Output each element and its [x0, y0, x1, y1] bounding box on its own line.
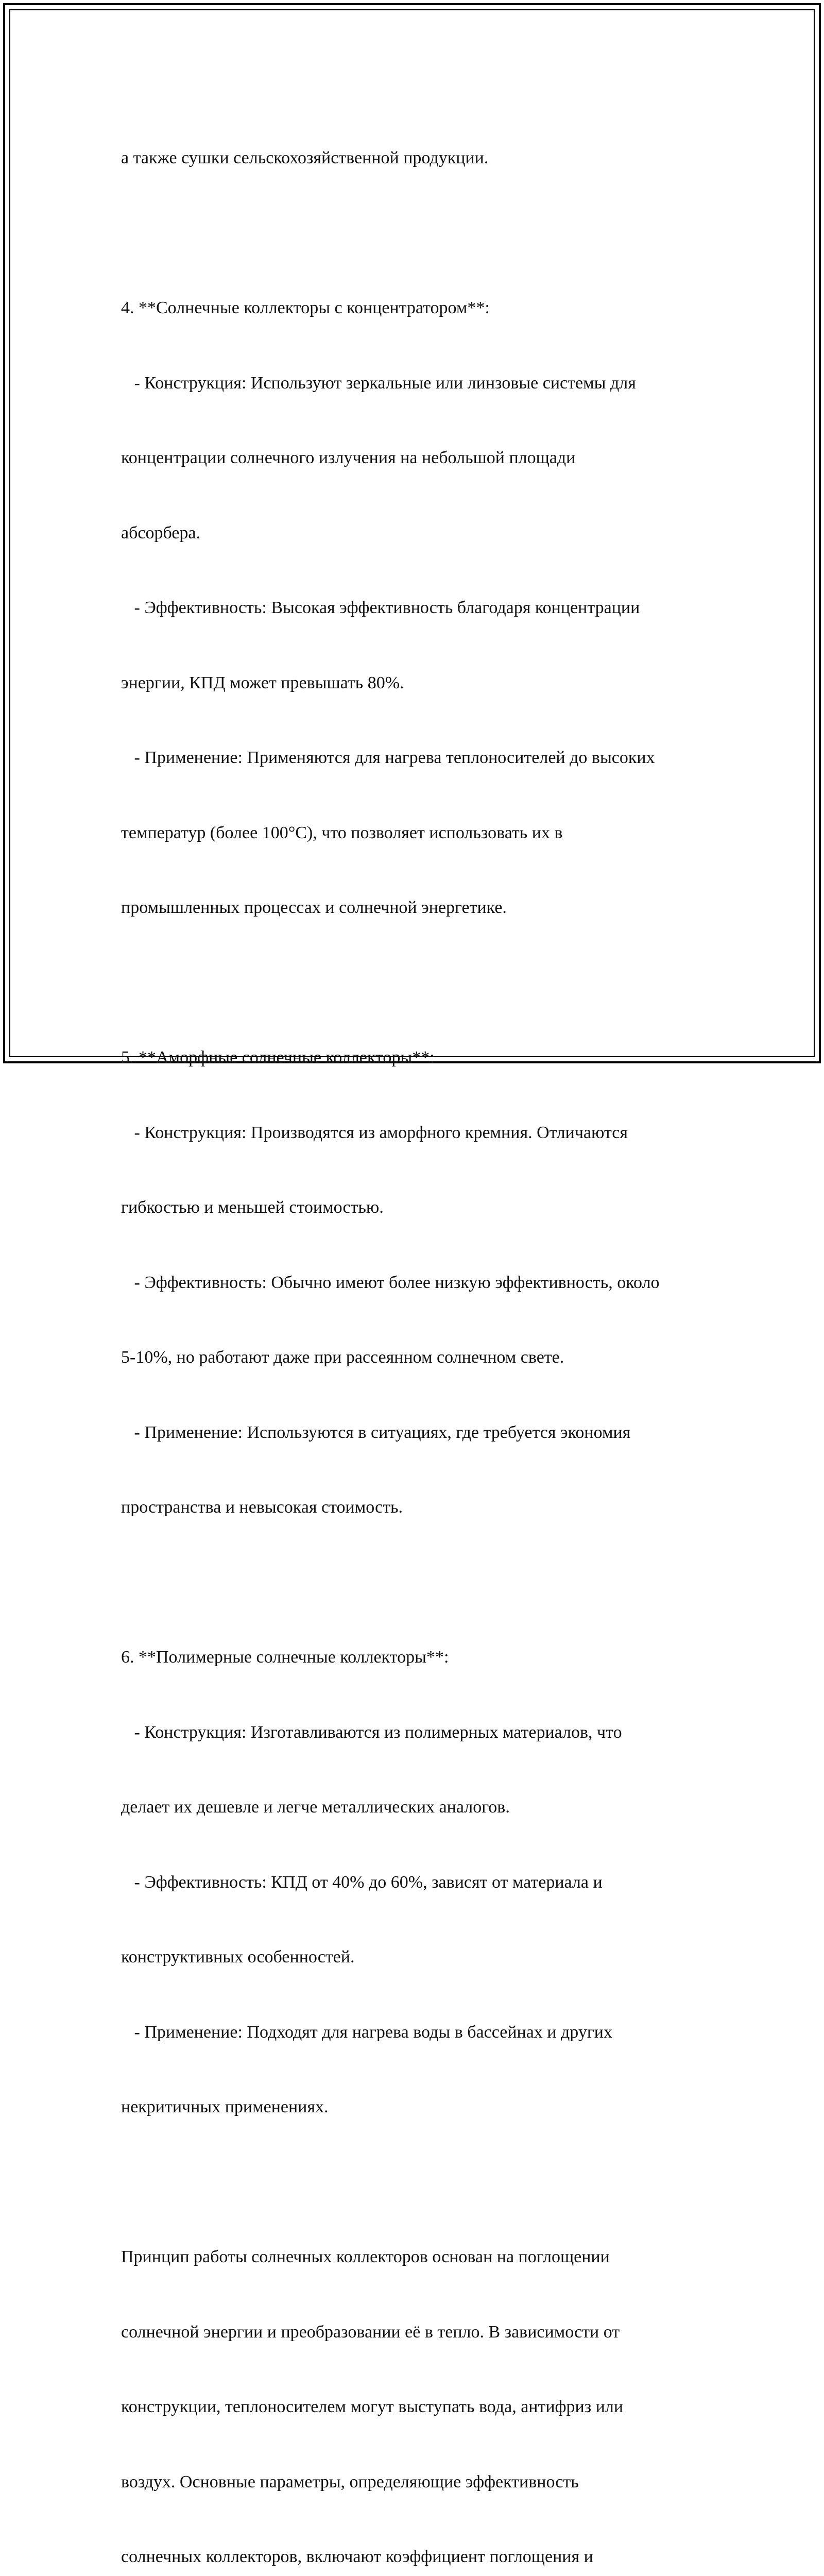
text-line: - Применение: Используются в ситуациях, где требуется экономия: [121, 1422, 631, 1442]
text-line: а также сушки сельскохозяйственной продукции.: [121, 148, 489, 167]
document-body: [121, 96, 718, 2576]
text-line: энергии, КПД может превышать 80%.: [121, 673, 404, 692]
text-line: конструктивных особенностей.: [121, 1947, 355, 1967]
text-line: абсорбера.: [121, 523, 201, 543]
text-line: пространства и невысокая стоимость.: [121, 1498, 403, 1517]
text-line: - Конструкция: Используют зеркальные или линзовые системы для: [121, 373, 636, 393]
section-heading-4: 4. **Солнечные коллекторы с концентратором**:: [121, 298, 490, 317]
paragraph-line: Принцип работы солнечных коллекторов основан на поглощении: [121, 2247, 610, 2266]
paragraph-line: конструкции, теплоносителем могут выступать вода, антифриз или: [121, 2397, 624, 2416]
text-line: некритичных применениях.: [121, 2097, 329, 2116]
text-line: - Эффективность: Обычно имеют более низкую эффективность, около: [121, 1273, 660, 1292]
text-line: - Эффективность: Высокая эффективность благодаря концентрации: [121, 598, 640, 617]
blank-line: [121, 1570, 718, 1596]
text-line: - Эффективность: КПД от 40% до 60%, зависят от материала и: [121, 1872, 603, 1892]
text-line: гибкостью и меньшей стоимостью.: [121, 1198, 384, 1217]
text-line: - Применение: Применяются для нагрева теплоносителей до высоких: [121, 748, 655, 767]
section-heading-6: 6. **Полимерные солнечные коллекторы**:: [121, 1648, 449, 1667]
text-line: промышленных процессах и солнечной энергетике.: [121, 898, 507, 917]
paragraph-line: солнечных коллекторов, включают коэффициент поглощения и: [121, 2547, 593, 2566]
text-line: концентрации солнечного излучения на небольшой площади: [121, 448, 576, 467]
text-line: - Конструкция: Изготавливаются из полимерных материалов, что: [121, 1722, 622, 1742]
blank-line: [121, 2170, 718, 2195]
text-line: температур (более 100°C), что позволяет использовать их в: [121, 823, 563, 842]
blank-line: [121, 221, 718, 246]
paragraph-line: воздух. Основные параметры, определяющие эффективность: [121, 2472, 579, 2492]
blank-line: [121, 971, 718, 996]
text-line: - Применение: Подходят для нагрева воды в бассейнах и других: [121, 2022, 612, 2042]
text-line: - Конструкция: Производятся из аморфного кремния. Отличаются: [121, 1123, 628, 1142]
paragraph-line: солнечной энергии и преобразовании её в тепло. В зависимости от: [121, 2322, 620, 2342]
section-heading-5: 5. **Аморфные солнечные коллекторы**:: [121, 1048, 435, 1067]
text-line: делает их дешевле и легче металлических аналогов.: [121, 1798, 510, 1817]
text-line: 5-10%, но работают даже при рассеянном солнечном свете.: [121, 1348, 564, 1367]
